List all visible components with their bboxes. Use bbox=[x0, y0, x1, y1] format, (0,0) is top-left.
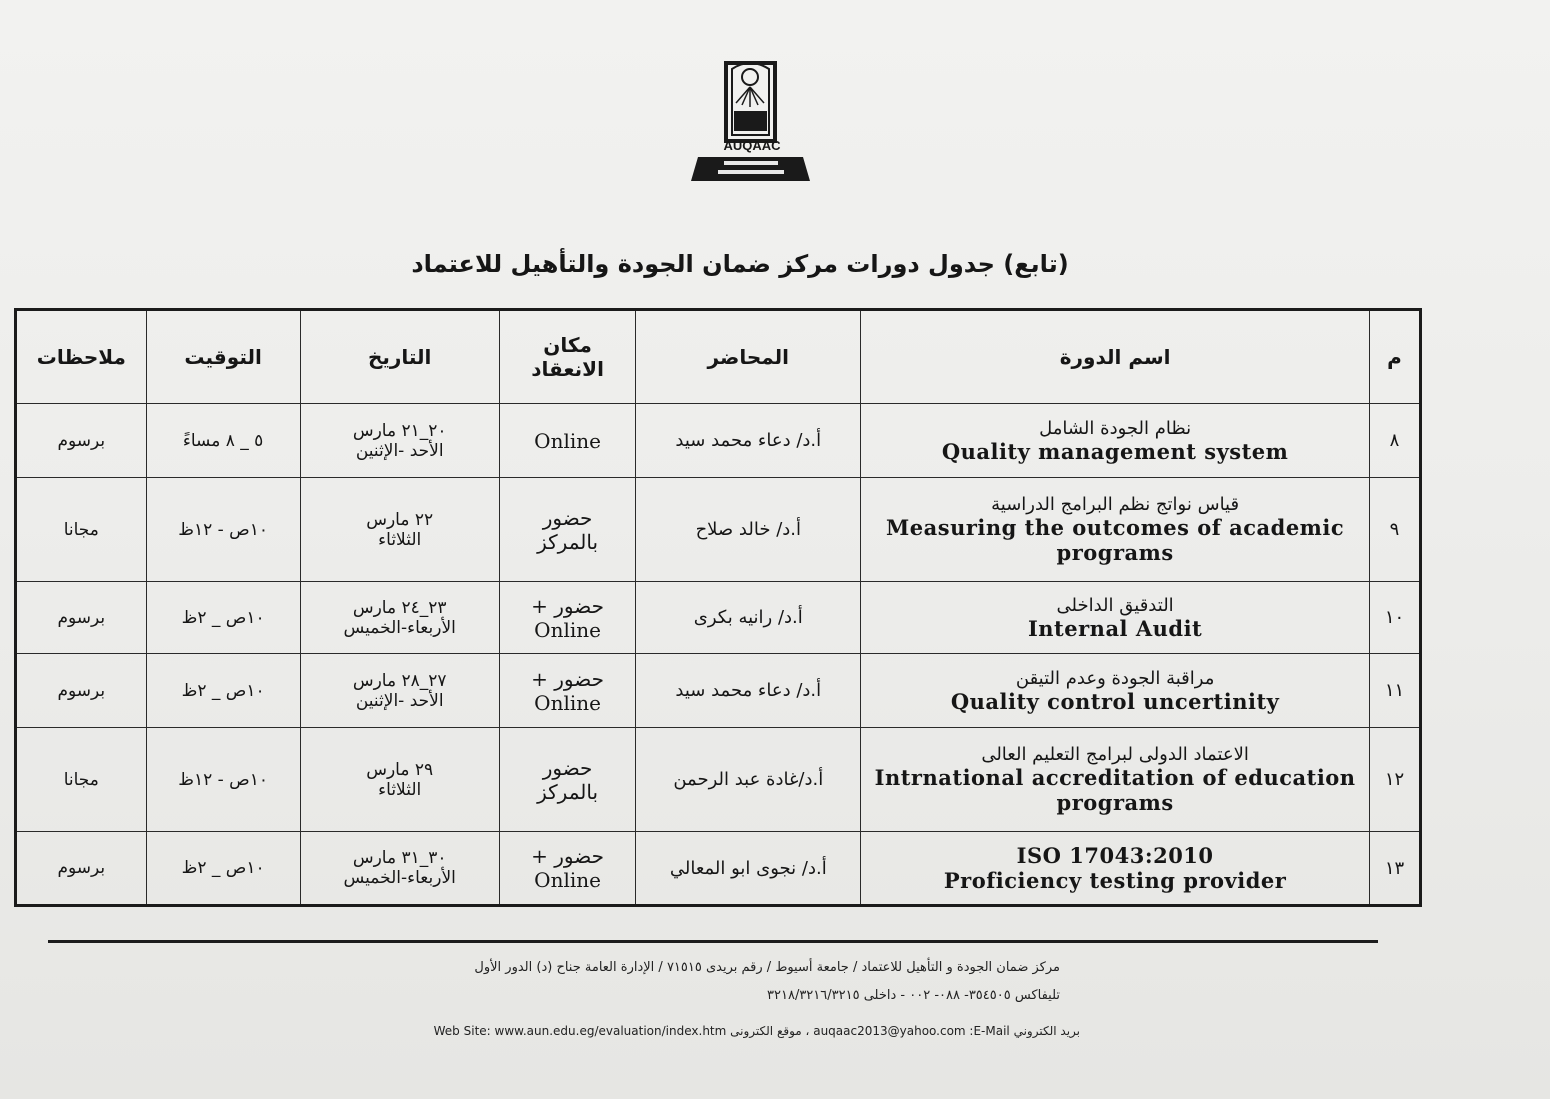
course-name bbox=[861, 478, 1370, 582]
venue bbox=[499, 404, 636, 478]
venue-line: حضور + bbox=[531, 593, 604, 618]
venue-line: بالمركز bbox=[537, 529, 599, 554]
row-number: ١١ bbox=[1369, 654, 1420, 728]
footer-address: مركز ضمان الجودة و التأهيل للاعتماد / جامعة أسيوط / رقم بريدى ٧١٥١٥ / الإدارة العامة جناح (د) الدور الأول bbox=[474, 960, 1060, 975]
course-name-en: Intrnational accreditation of education programs bbox=[874, 765, 1356, 815]
header-notes: ملاحظات bbox=[16, 310, 147, 404]
venue-line: حضور bbox=[542, 755, 593, 780]
course-name-iso: ISO 17043:2010 bbox=[1016, 843, 1214, 868]
date bbox=[300, 728, 499, 832]
course-name-en: Quality control uncertinity bbox=[950, 688, 1280, 714]
row-number: ١٣ bbox=[1369, 832, 1420, 906]
notes: مجانا bbox=[16, 728, 147, 832]
footer-phone: تليفاكس ٣٥٤٥٠٥- ٠٨٨- ٠٠٢ - داخلى ٣٢١٨/٣٢١٦/٣٢١٥ bbox=[767, 988, 1060, 1003]
course-name-en: Quality management system bbox=[941, 438, 1289, 464]
table-row bbox=[16, 582, 1421, 654]
venue-line: Online bbox=[534, 690, 601, 715]
venue-line: Online bbox=[534, 428, 601, 453]
venue-line: حضور bbox=[542, 505, 593, 530]
table-row bbox=[16, 478, 1421, 582]
date-line: ٢٠_٢١ مارس bbox=[352, 420, 447, 441]
venue bbox=[499, 832, 636, 906]
date-line: ٢٣_٢٤ مارس bbox=[352, 597, 447, 618]
date-line: ٣٠_٣١ مارس bbox=[352, 848, 447, 868]
timing: ١٠ص _ ٢ظ bbox=[146, 832, 300, 906]
date bbox=[300, 478, 499, 582]
auqaac-logo bbox=[688, 55, 813, 190]
courses-table bbox=[14, 308, 1422, 907]
day-line: الأحد -الإثنين bbox=[355, 690, 444, 711]
table-row bbox=[16, 832, 1421, 906]
day-line: الثلاثاء bbox=[378, 529, 422, 550]
venue-line: Online bbox=[534, 868, 601, 892]
lecturer: أ.د/ رانيه بكرى bbox=[636, 582, 861, 654]
course-name-ar: التدقيق الداخلى bbox=[1056, 594, 1174, 616]
date-line: ٢٩ مارس bbox=[366, 759, 434, 780]
venue-line: بالمركز bbox=[537, 779, 599, 804]
table-row bbox=[16, 654, 1421, 728]
course-name-en: Measuring the outcomes of academic programs bbox=[886, 515, 1345, 565]
date bbox=[300, 832, 499, 906]
course-name bbox=[861, 654, 1370, 728]
lecturer: أ.د/غادة عبد الرحمن bbox=[636, 728, 861, 832]
timing: ٥ _ ٨ مساءً bbox=[146, 404, 300, 478]
footer-divider bbox=[48, 940, 1378, 943]
logo-caption: AUQAAC bbox=[723, 138, 781, 153]
venue bbox=[499, 654, 636, 728]
notes: برسوم bbox=[16, 832, 147, 906]
notes: برسوم bbox=[16, 654, 147, 728]
timing: ١٠ص _ ٢ظ bbox=[146, 582, 300, 654]
notes: برسوم bbox=[16, 404, 147, 478]
venue-line: حضور + bbox=[531, 666, 604, 691]
date bbox=[300, 654, 499, 728]
course-name-ar: قياس نواتج نظم البرامج الدراسية bbox=[991, 494, 1240, 515]
day-line: الأحد -الإثنين bbox=[355, 440, 444, 461]
row-number: ٩ bbox=[1369, 478, 1420, 582]
course-name-ar: مراقبة الجودة وعدم التيقن bbox=[1015, 667, 1215, 689]
lecturer: أ.د/ نجوى ابو المعالي bbox=[636, 832, 861, 906]
lecturer: أ.د/ دعاء محمد سيد bbox=[636, 404, 861, 478]
venue-line: Online bbox=[534, 617, 601, 642]
day-line: الثلاثاء bbox=[378, 779, 422, 800]
header-lecturer: المحاضر bbox=[636, 310, 861, 404]
course-name-ar: الاعتماد الدولى لبرامج التعليم العالى bbox=[981, 744, 1249, 765]
lecturer: أ.د/ خالد صلاح bbox=[636, 478, 861, 582]
lecturer: أ.د/ دعاء محمد سيد bbox=[636, 654, 861, 728]
course-name-ar: نظام الجودة الشامل bbox=[1039, 417, 1192, 439]
date bbox=[300, 404, 499, 478]
course-name bbox=[861, 728, 1370, 832]
day-line: الأربعاء-الخميس bbox=[343, 868, 456, 888]
notes: برسوم bbox=[16, 582, 147, 654]
table-row bbox=[16, 404, 1421, 478]
venue bbox=[499, 728, 636, 832]
course-name bbox=[861, 404, 1370, 478]
course-name bbox=[861, 832, 1370, 906]
timing: ١٠ص _ ٢ظ bbox=[146, 654, 300, 728]
venue bbox=[499, 478, 636, 582]
timing: ١٠ص - ١٢ظ bbox=[146, 728, 300, 832]
footer-contact: بريد الكتروني auqaac2013@yahoo.com :E-Mail ، موقع الكترونى Web Site: www.aun.edu.eg/evaluation/index.htm bbox=[433, 1024, 1080, 1038]
row-number: ١٠ bbox=[1369, 582, 1420, 654]
date-line: ٢٢ مارس bbox=[366, 509, 434, 530]
table-header-row bbox=[16, 310, 1421, 404]
date bbox=[300, 582, 499, 654]
table-row bbox=[16, 728, 1421, 832]
row-number: ٨ bbox=[1369, 404, 1420, 478]
venue bbox=[499, 582, 636, 654]
course-name bbox=[861, 582, 1370, 654]
document-title: (تابع) جدول دورات مركز ضمان الجودة والتأهيل للاعتماد bbox=[411, 250, 1069, 278]
day-line: الأربعاء-الخميس bbox=[343, 617, 456, 638]
header-timing: التوقيت bbox=[146, 310, 300, 404]
course-name-en: Internal Audit bbox=[1027, 615, 1203, 641]
course-name-en: Proficiency testing provider bbox=[943, 868, 1287, 893]
venue-line: حضور + bbox=[531, 844, 604, 868]
header-date: التاريخ bbox=[300, 310, 499, 404]
timing: ١٠ص - ١٢ظ bbox=[146, 478, 300, 582]
header-venue: مكان الانعقاد bbox=[499, 310, 636, 404]
header-course-name: اسم الدورة bbox=[861, 310, 1370, 404]
header-number: م bbox=[1369, 310, 1420, 404]
date-line: ٢٧_٢٨ مارس bbox=[352, 670, 447, 691]
notes: مجانا bbox=[16, 478, 147, 582]
row-number: ١٢ bbox=[1369, 728, 1420, 832]
